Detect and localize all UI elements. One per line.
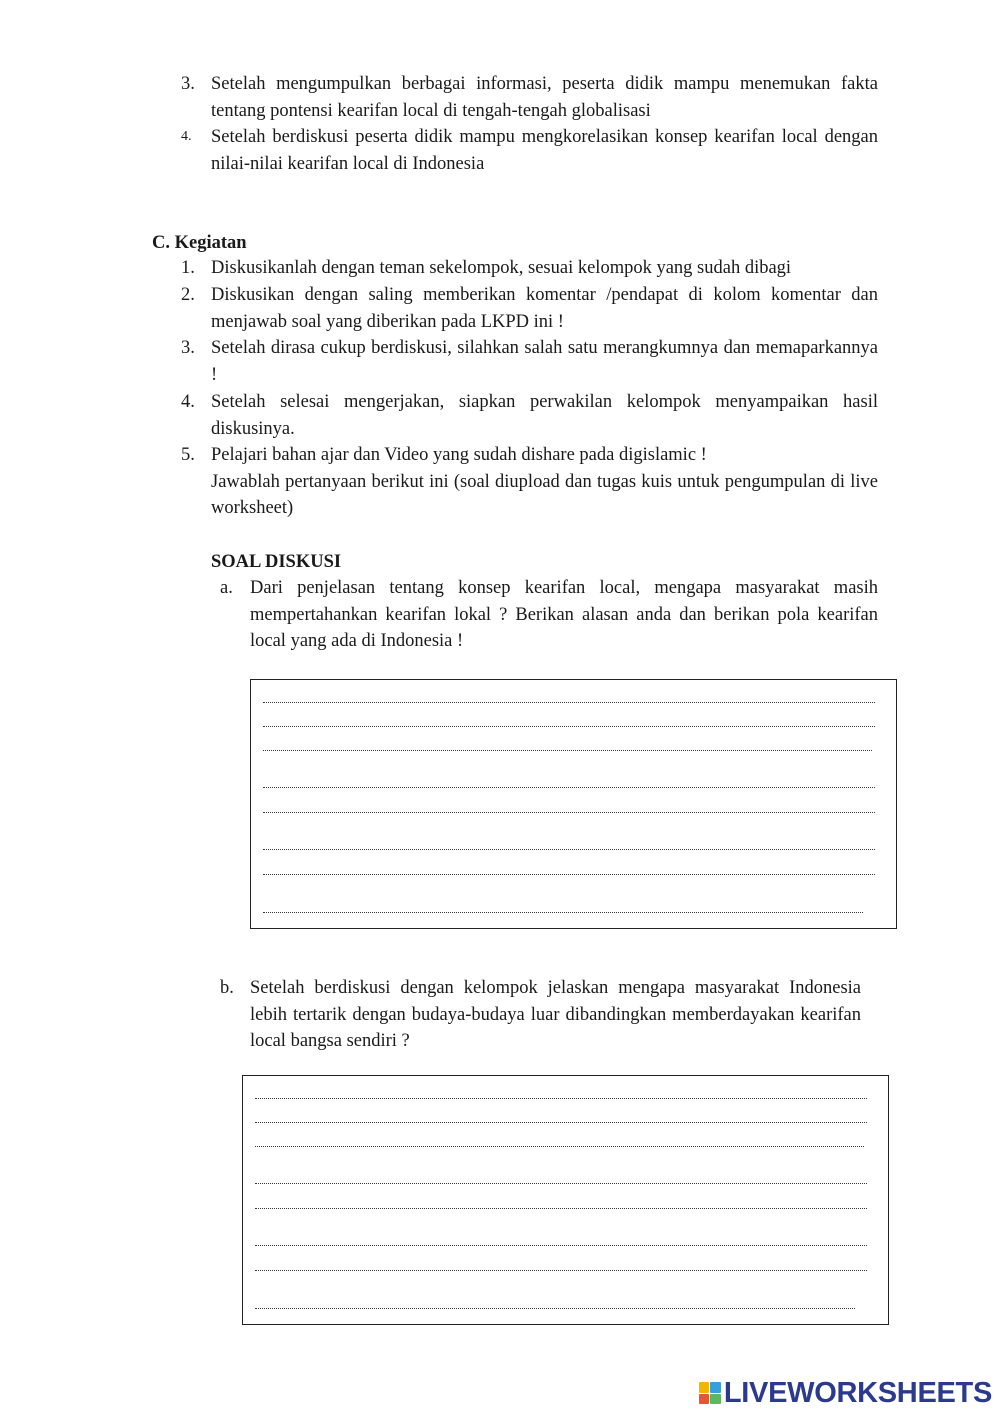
activity-text: Setelah selesai mengerjakan, siapkan perwakilan kelompok menyampaikan hasil diskusinya. — [211, 392, 878, 439]
activity-text: Setelah dirasa cukup berdiskusi, silahkan salah satu merangkumnya dan memaparkannya ! — [211, 338, 878, 385]
answer-line — [255, 1183, 867, 1184]
activity-item — [181, 335, 878, 388]
activity-item — [181, 255, 878, 282]
activity-text: Diskusikan dengan saling memberikan komentar /pendapat di kolom komentar dan menjawab soal yang diberikan pada LKPD ini ! — [211, 285, 878, 332]
answer-line — [263, 702, 875, 703]
activity-number: 5. — [181, 445, 195, 465]
activity-item — [181, 282, 878, 335]
question-text: Dari penjelasan tentang konsep kearifan local, mengapa masyarakat masih mempertahankan kearifan lokal ? Berikan alasan anda dan berikan pola kearifan local yang ada di Indonesia ! — [250, 578, 878, 651]
activity-number: 3. — [181, 338, 195, 358]
objective-text: Setelah berdiskusi peserta didik mampu mengkorelasikan konsep kearifan local dengan nilai-nilai kearifan local di Indonesia — [211, 127, 878, 174]
objective-item — [181, 71, 878, 124]
objective-text: Setelah mengumpulkan berbagai informasi, peserta didik mampu menemukan fakta tentang pontensi kearifan local di tengah-tengah globalisasi — [211, 74, 878, 121]
question-label: a. — [220, 578, 233, 598]
activity-note: Jawablah pertanyaan berikut ini (soal diupload dan tugas kuis untuk pengumpulan di live worksheet) — [211, 471, 878, 518]
answer-line — [255, 1245, 867, 1246]
answer-line — [255, 1270, 867, 1271]
answer-line — [263, 912, 863, 913]
liveworksheets-icon — [699, 1382, 721, 1404]
activity-text: Pelajari bahan ajar dan Video yang sudah dishare pada digislamic ! — [211, 445, 707, 465]
activity-number: 1. — [181, 258, 195, 278]
section-heading-kegiatan: C. Kegiatan — [152, 233, 247, 253]
answer-line — [263, 750, 872, 751]
answer-line — [255, 1146, 864, 1147]
activity-number: 2. — [181, 285, 195, 305]
answer-line — [255, 1308, 855, 1309]
answer-line — [263, 787, 875, 788]
objective-number: 3. — [181, 74, 195, 94]
question-label: b. — [220, 978, 234, 998]
question-b — [220, 975, 861, 1055]
question-text: Setelah berdiskusi dengan kelompok jelaskan mengapa masyarakat Indonesia lebih tertarik dengan budaya-budaya luar dibandingkan memberdayakan kearifan local bangsa sendiri ? — [250, 978, 861, 1051]
objective-item — [181, 124, 878, 177]
logo-text: LIVEWORKSHEETS — [723, 1376, 992, 1409]
answer-line — [255, 1208, 867, 1209]
liveworksheets-logo — [699, 1378, 992, 1408]
objective-number: 4. — [181, 129, 192, 144]
answer-line — [263, 812, 875, 813]
activity-text: Diskusikanlah dengan teman sekelompok, sesuai kelompok yang sudah dibagi — [211, 258, 792, 278]
answer-box-b[interactable] — [242, 1075, 889, 1325]
answer-box-a[interactable] — [250, 679, 897, 929]
activity-item — [181, 442, 878, 522]
activity-number: 4. — [181, 392, 195, 412]
answer-line — [263, 726, 875, 727]
question-a — [220, 575, 878, 655]
answer-line — [255, 1122, 867, 1123]
section-heading-soal: SOAL DISKUSI — [211, 552, 342, 572]
activity-item — [181, 389, 878, 442]
answer-line — [263, 849, 875, 850]
answer-line — [263, 874, 875, 875]
answer-line — [255, 1098, 867, 1099]
